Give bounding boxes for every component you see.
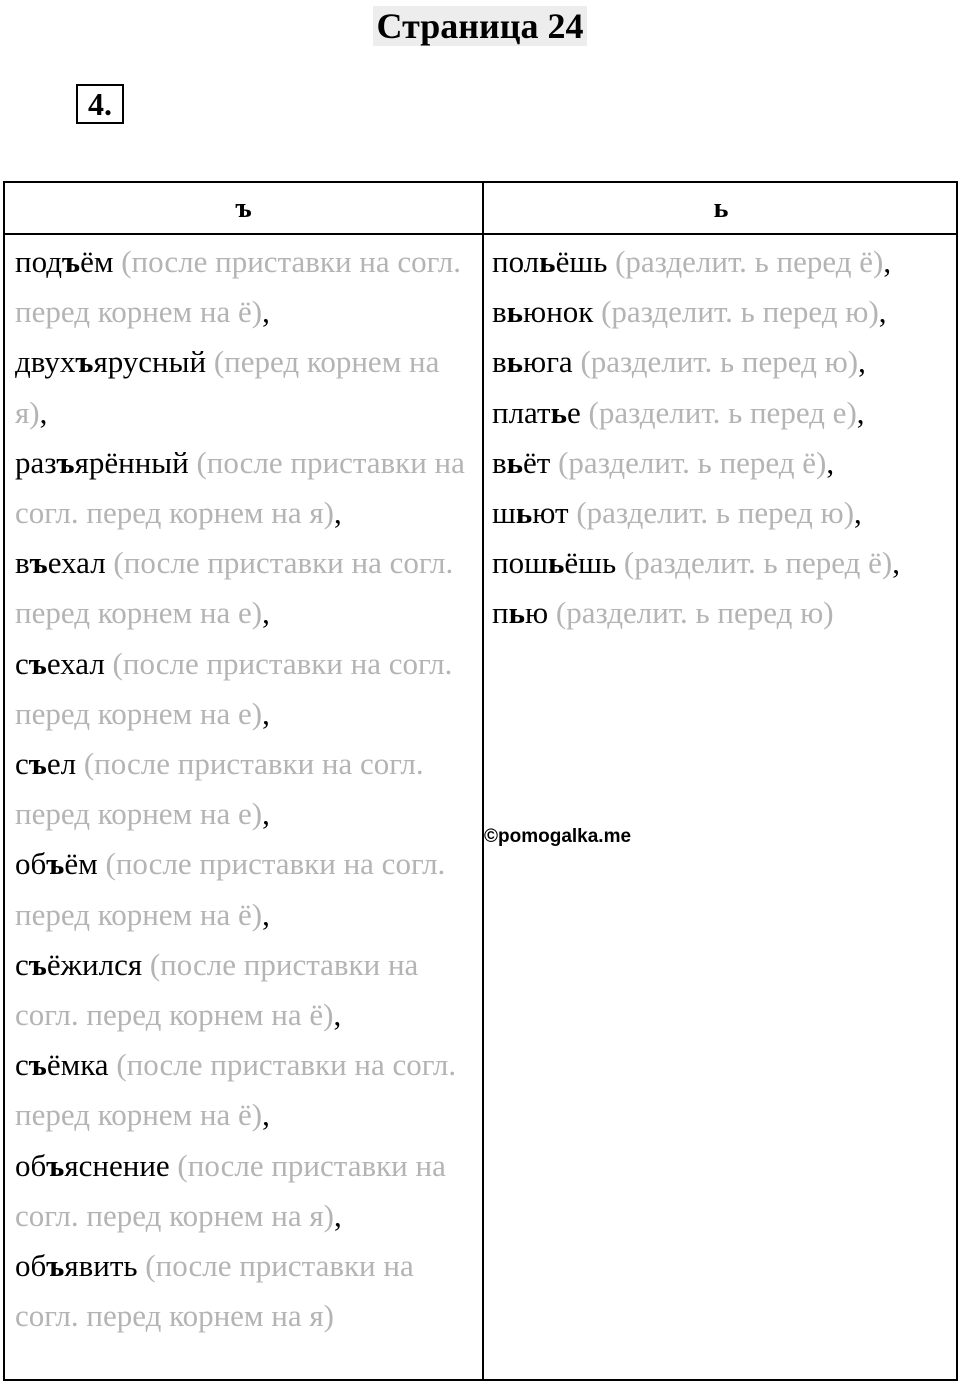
rule-note: (после приставки на согл. перед корнем на я) xyxy=(15,1248,414,1334)
soft-sign-column xyxy=(492,237,947,639)
word-suffix: ярусный xyxy=(93,344,207,380)
rule-note: (после приставки на согл. перед корнем на е) xyxy=(15,545,454,631)
word-suffix: ёт xyxy=(523,444,551,480)
rule-note: (после приставки на согл. перед корнем на ё) xyxy=(15,244,462,330)
rule-note: (после приставки на согл. перед корнем на я) xyxy=(15,444,465,531)
word-suffix: ярённый xyxy=(74,444,189,480)
separating-sign: ь xyxy=(539,244,556,279)
separator: , xyxy=(39,394,48,430)
word-prefix: с xyxy=(15,746,29,782)
word-suffix: ёжился xyxy=(46,946,143,982)
separator: , xyxy=(333,1197,342,1233)
separating-sign: ь xyxy=(506,444,524,480)
rule-note: (разделит. ь перед ю) xyxy=(601,294,879,330)
rule-note: (разделит. ь перед ё) xyxy=(615,244,884,279)
word-suffix: ехал xyxy=(46,645,105,681)
word-suffix: явить xyxy=(64,1248,138,1284)
word-prefix: с xyxy=(15,946,29,982)
word-prefix: двух xyxy=(15,344,76,380)
soft-sign-entry xyxy=(492,445,834,480)
separating-sign: ъ xyxy=(29,545,48,581)
soft-sign-entry xyxy=(492,595,834,630)
word-prefix: под xyxy=(15,244,62,279)
hard-sign-entry xyxy=(15,545,453,630)
separating-sign: ъ xyxy=(75,344,94,380)
word-suffix: ёшь xyxy=(555,244,608,279)
hard-sign-entry xyxy=(15,846,445,931)
separating-sign: ъ xyxy=(46,1147,65,1183)
page-title xyxy=(0,6,960,46)
separating-sign: ъ xyxy=(28,746,47,782)
word-prefix: с xyxy=(15,645,29,681)
separating-sign: ь xyxy=(547,545,565,581)
task-number-box: 4. xyxy=(76,84,124,124)
hard-sign-entry xyxy=(15,445,465,530)
rule-note: (после приставки на согл. перед корнем на е) xyxy=(15,746,424,832)
word-suffix: ехал xyxy=(47,545,106,581)
separating-sign: ъ xyxy=(56,444,75,480)
word-prefix: ш xyxy=(492,495,516,531)
soft-sign-entry xyxy=(492,495,862,530)
word-prefix: пол xyxy=(492,244,540,279)
hard-sign-entry xyxy=(15,1148,446,1233)
separating-sign: ъ xyxy=(28,946,47,982)
separator: , xyxy=(262,294,270,330)
soft-sign-entry xyxy=(492,244,891,279)
hard-sign-entry xyxy=(15,344,439,429)
separator: , xyxy=(262,595,270,631)
rule-note: (разделит. ь перед ё) xyxy=(623,545,893,581)
word xyxy=(15,1047,109,1082)
word xyxy=(15,1148,170,1183)
separating-sign: ъ xyxy=(61,244,81,279)
word-prefix: в xyxy=(492,344,507,380)
soft-sign-entry xyxy=(492,395,865,430)
word-prefix: в xyxy=(492,294,507,330)
rule-note: (после приставки на согл. перед корнем на е) xyxy=(15,645,453,731)
rule-note: (разделит. ь перед ё) xyxy=(558,444,827,480)
separating-sign: ь xyxy=(508,595,525,631)
word xyxy=(492,244,607,279)
word xyxy=(15,846,98,881)
word-prefix: плат xyxy=(492,394,551,430)
separator: , xyxy=(262,1097,270,1133)
word-suffix: ёмка xyxy=(46,1047,109,1083)
separator: , xyxy=(878,294,887,330)
word-prefix: раз xyxy=(15,444,57,480)
separator: , xyxy=(262,695,270,731)
separating-sign: ь xyxy=(506,294,524,330)
rule-note: (разделит. ь перед ю) xyxy=(576,495,855,531)
rule-note: (разделит. ь перед ю) xyxy=(580,344,859,380)
separating-sign: ь xyxy=(515,495,533,531)
word xyxy=(492,595,548,630)
word-prefix: в xyxy=(15,545,30,581)
soft-sign-entry xyxy=(492,344,866,379)
word-prefix: пош xyxy=(492,545,548,581)
rule-note: (после приставки на согл. перед корнем на ё) xyxy=(15,846,446,932)
soft-sign-entry xyxy=(492,545,900,580)
word-prefix: об xyxy=(15,1248,47,1284)
word xyxy=(492,395,581,430)
separator: , xyxy=(883,244,892,279)
word-suffix: юга xyxy=(523,344,573,380)
word xyxy=(15,344,206,379)
header-hard-sign: ъ xyxy=(235,193,252,224)
separating-sign: ъ xyxy=(46,846,65,882)
hard-sign-entry xyxy=(15,1047,456,1132)
word-suffix: ют xyxy=(532,495,569,531)
rule-note: (разделит. ь перед е) xyxy=(588,394,857,430)
separator: , xyxy=(826,444,835,480)
word-suffix: юнок xyxy=(523,294,594,330)
word-prefix: п xyxy=(492,595,509,631)
word-suffix: ём xyxy=(64,846,98,882)
word-suffix: е xyxy=(566,394,581,430)
word-prefix: в xyxy=(492,444,507,480)
word xyxy=(15,244,113,279)
answer-table xyxy=(3,181,958,1381)
rule-note: (разделит. ь перед ю) xyxy=(555,595,834,631)
hard-sign-entry xyxy=(15,244,461,329)
separator: , xyxy=(262,796,270,832)
separating-sign: ъ xyxy=(28,1047,47,1083)
separator: , xyxy=(858,344,866,380)
word xyxy=(492,445,550,480)
separator: , xyxy=(262,896,270,932)
hard-sign-column xyxy=(15,237,473,1341)
word xyxy=(15,746,76,781)
watermark: ©pomogalka.me xyxy=(484,826,632,847)
word-suffix: ел xyxy=(46,746,77,782)
separator: , xyxy=(333,997,342,1033)
separator: , xyxy=(856,394,865,430)
hard-sign-entry xyxy=(15,746,424,831)
separator: , xyxy=(333,495,342,531)
header-divider xyxy=(5,233,956,235)
word xyxy=(15,445,189,480)
word xyxy=(15,646,105,681)
word xyxy=(492,344,573,379)
soft-sign-entry xyxy=(492,294,887,329)
word xyxy=(15,1248,138,1283)
header-soft-sign: ь xyxy=(713,193,729,224)
separator: , xyxy=(854,495,862,531)
word-prefix: об xyxy=(15,1147,47,1183)
word xyxy=(15,947,142,982)
separating-sign: ь xyxy=(550,394,567,430)
word-suffix: ёшь xyxy=(564,545,617,581)
word-prefix: с xyxy=(15,1047,29,1083)
hard-sign-entry xyxy=(15,1248,414,1333)
word-suffix: ю xyxy=(525,595,549,631)
word-suffix: ём xyxy=(80,244,114,279)
word xyxy=(492,294,593,329)
separating-sign: ь xyxy=(506,344,524,380)
separating-sign: ъ xyxy=(46,1248,65,1284)
word-suffix: яснение xyxy=(64,1147,170,1183)
rule-note: (после приставки на согл. перед корнем на я) xyxy=(15,1147,446,1233)
column-divider xyxy=(482,183,484,1379)
word-prefix: об xyxy=(15,846,47,882)
separator: , xyxy=(892,545,900,581)
word xyxy=(492,495,569,530)
page-title-text: Страница 24 xyxy=(373,6,588,46)
rule-note: (перед корнем на я) xyxy=(15,344,440,430)
word xyxy=(492,545,616,580)
rule-note: (после приставки на согл. перед корнем на ё) xyxy=(15,1047,457,1133)
hard-sign-entry xyxy=(15,646,452,731)
separating-sign: ъ xyxy=(28,645,47,681)
word xyxy=(15,545,106,580)
rule-note: (после приставки на согл. перед корнем на ё) xyxy=(15,946,419,1033)
hard-sign-entry xyxy=(15,947,418,1032)
